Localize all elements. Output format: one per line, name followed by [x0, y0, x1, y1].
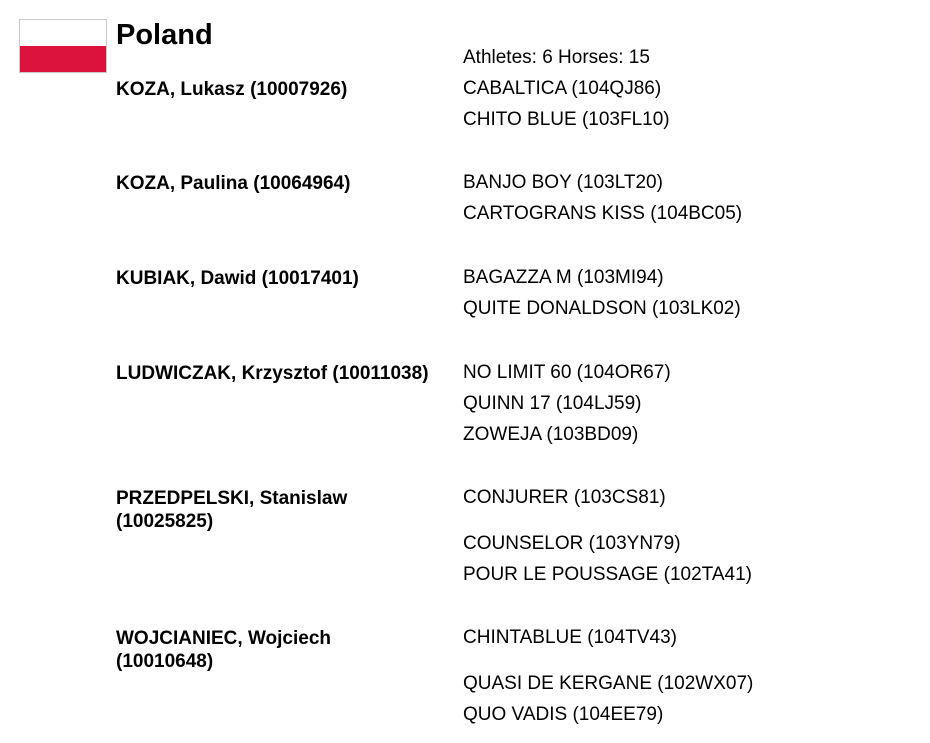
horse-entry: POUR LE POUSSAGE (102TA41) — [463, 564, 752, 585]
athlete-name — [116, 627, 466, 673]
horse-entry: QUASI DE KERGANE (102WX07) — [463, 673, 754, 694]
flag-white-stripe — [20, 20, 106, 46]
horse-entry: CHINTABLUE (104TV43) — [463, 627, 677, 648]
country-title: Poland — [116, 19, 213, 51]
poland-flag-icon — [19, 19, 107, 73]
athlete-name: LUDWICZAK, Krzysztof (10011038) — [116, 363, 429, 384]
athlete-name-line: WOJCIANIEC, Wojciech — [116, 628, 332, 649]
horse-entry: NO LIMIT 60 (104OR67) — [463, 362, 671, 383]
horse-entry: CHITO BLUE (103FL10) — [463, 109, 670, 130]
horse-entry: QUINN 17 (104LJ59) — [463, 393, 642, 414]
athlete-name-line: PRZEDPELSKI, Stanislaw — [116, 488, 348, 509]
athlete-id-line: (10010648) — [116, 651, 214, 672]
athlete-name: KUBIAK, Dawid (10017401) — [116, 268, 359, 289]
horse-entry: COUNSELOR (103YN79) — [463, 533, 681, 554]
athlete-id-line: (10025825) — [116, 511, 214, 532]
horse-entry: QUITE DONALDSON (103LK02) — [463, 298, 741, 319]
athlete-name: KOZA, Paulina (10064964) — [116, 173, 351, 194]
horse-entry: BAGAZZA M (103MI94) — [463, 267, 664, 288]
athlete-name — [116, 487, 466, 533]
horse-entry: QUO VADIS (104EE79) — [463, 704, 664, 725]
horse-entry: CABALTICA (104QJ86) — [463, 78, 662, 99]
horse-entry: ZOWEJA (103BD09) — [463, 424, 639, 445]
athletes-horses-summary: Athletes: 6 Horses: 15 — [463, 47, 650, 68]
horse-entry: CARTOGRANS KISS (104BC05) — [463, 203, 743, 224]
athlete-name: KOZA, Lukasz (10007926) — [116, 79, 348, 100]
horse-entry: BANJO BOY (103LT20) — [463, 172, 663, 193]
flag-red-stripe — [20, 46, 106, 72]
horse-entry: CONJURER (103CS81) — [463, 487, 666, 508]
